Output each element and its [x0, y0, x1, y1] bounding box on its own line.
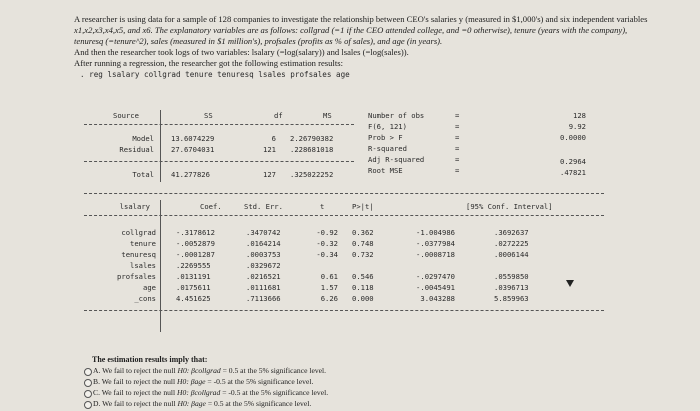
answer-option-b[interactable]: [84, 377, 504, 388]
coef-row-coef: -.0052879: [176, 239, 215, 248]
option-hypothesis: H0: βcollgrad: [177, 388, 221, 397]
option-pre: We fail to reject the null: [101, 377, 176, 386]
coef-row-t: -0.32: [316, 239, 338, 248]
anova-row-ms: .325022252: [290, 170, 334, 179]
stat-label: Prob > F: [368, 133, 403, 142]
anova-row-ms: 2.26790382: [290, 134, 334, 143]
coef-row-ci-high: 5.859963: [494, 294, 529, 303]
stat-equals: =: [455, 155, 460, 164]
stat-label: Number of obs: [368, 111, 425, 120]
question-line-4: And then the researcher took logs of two variables: lsalary (=log(salary)) and lsales (=log(sales)).: [74, 47, 409, 57]
stat-value: .47821: [560, 168, 586, 177]
option-hypothesis: H0: βage: [177, 399, 206, 408]
anova-header-df: df: [274, 111, 283, 120]
coef-row-var: lsales: [130, 261, 156, 270]
coef-row-t: 6.26: [320, 294, 338, 303]
stat-equals: =: [455, 144, 460, 153]
anova-row-ss: 41.277826: [171, 170, 210, 179]
coef-header-coef: Coef.: [200, 202, 222, 211]
stata-command: . reg lsalary collgrad tenure tenuresq lsales profsales age: [80, 70, 350, 79]
anova-row-ss: 13.6074229: [171, 134, 215, 143]
coef-header-depvar: lsalary: [119, 202, 150, 211]
coef-row-coef: 4.451625: [176, 294, 211, 303]
stat-value: 9.92: [568, 122, 586, 131]
stat-value: 0.2964: [560, 157, 586, 166]
coef-row-coef: .0131191: [176, 272, 211, 281]
coef-header-rule: [84, 215, 604, 216]
option-d-text: [93, 399, 311, 408]
anova-header-source: Source: [113, 111, 139, 120]
coef-row-p: 0.000: [352, 294, 374, 303]
coef-bottom-rule: [84, 310, 604, 311]
coef-row-coef: .0175611: [176, 283, 211, 292]
option-post: = -0.5 at the 5% significance level.: [222, 388, 329, 397]
coef-row-ci-high: .3692637: [494, 228, 529, 237]
stat-equals: =: [455, 166, 460, 175]
coef-row-t: 0.61: [320, 272, 338, 281]
anova-header-ms: MS: [323, 111, 332, 120]
coef-row-p: 0.546: [352, 272, 374, 281]
coef-row-ci-low: -1.004986: [416, 228, 455, 237]
stat-label: F(6, 121): [368, 122, 407, 131]
stat-equals: =: [455, 133, 460, 142]
coef-row-ci-high: .0396713: [494, 283, 529, 292]
coef-row-ci-high: .0272225: [494, 239, 529, 248]
coef-row-se: .0003753: [246, 250, 281, 259]
coef-row-se: .3470742: [246, 228, 281, 237]
anova-row-df: 6: [271, 134, 276, 143]
option-post: = 0.5 at the 5% significance level.: [207, 399, 312, 408]
anova-rule: [84, 161, 354, 162]
anova-row-df: 127: [263, 170, 276, 179]
stat-equals: =: [455, 111, 460, 120]
coef-header-p: P>|t|: [352, 202, 374, 211]
coef-row-t: -0.92: [316, 228, 338, 237]
answer-option-c[interactable]: [84, 388, 504, 399]
anova-row-source: Model: [132, 134, 154, 143]
coef-row-var: age: [143, 283, 156, 292]
stat-label: Root MSE: [368, 166, 403, 175]
radio-b[interactable]: [84, 379, 92, 387]
coef-header-t: t: [320, 202, 325, 211]
option-post: = 0.5 at the 5% significance level.: [222, 366, 326, 375]
anova-separator: [160, 110, 161, 182]
coef-separator: [160, 200, 161, 332]
coef-row-var: tenure: [130, 239, 156, 248]
anova-row-ms: .228681018: [290, 145, 334, 154]
coef-header-se: Std. Err.: [244, 202, 283, 211]
option-hypothesis: H0: βage: [177, 377, 206, 386]
coef-top-rule: [84, 193, 604, 194]
stat-value: 128: [573, 111, 586, 120]
coef-row-ci-high: .0006144: [494, 250, 529, 259]
question-line-2: x1,x2,x3,x4,x5, and x6. The explanatory variables are as follows: collgrad (=1 if the CEO attended college, and =0 otherwise), tenure (years with the company),: [74, 25, 628, 35]
anova-rule: [84, 124, 354, 125]
anova-row-source: Total: [132, 170, 154, 179]
coef-row-se: .0329672: [246, 261, 281, 270]
coef-header-ci: [95% Conf. Interval]: [466, 202, 553, 211]
coef-row-var: tenuresq: [121, 250, 156, 259]
anova-row-source: Residual: [119, 145, 154, 154]
coef-row-var: collgrad: [121, 228, 156, 237]
question-prompt: The estimation results imply that:: [92, 355, 208, 364]
coef-row-var: profsales: [117, 272, 156, 281]
option-letter: D.: [93, 399, 101, 408]
stat-label: Adj R-squared: [368, 155, 425, 164]
anova-row-ss: 27.6704031: [171, 145, 215, 154]
coef-row-ci-low: -.0297470: [416, 272, 455, 281]
radio-d[interactable]: [84, 401, 92, 409]
coef-row-coef: -.3178612: [176, 228, 215, 237]
coef-row-ci-low: -.0008718: [416, 250, 455, 259]
coef-row-p: 0.732: [352, 250, 374, 259]
coef-row-t: -0.34: [316, 250, 338, 259]
anova-header-ss: SS: [204, 111, 213, 120]
answer-option-a[interactable]: [84, 366, 504, 377]
coef-row-coef: -.0001287: [176, 250, 215, 259]
stat-value: 0.0000: [560, 133, 586, 142]
question-line-5: After running a regression, the researcher got the following estimation results:: [74, 58, 343, 68]
option-c-text: [93, 388, 328, 397]
coef-row-var: _cons: [134, 294, 156, 303]
coef-row-ci-high: .0559850: [494, 272, 529, 281]
coef-row-coef: .2269555: [176, 261, 211, 270]
coef-row-p: 0.118: [352, 283, 374, 292]
stat-equals: =: [455, 122, 460, 131]
option-letter: A.: [93, 366, 101, 375]
answer-option-d[interactable]: [84, 399, 504, 410]
option-hypothesis: H0: βcollgrad: [177, 366, 221, 375]
option-pre: We fail to reject the null: [102, 366, 176, 375]
option-pre: We fail to reject the null: [101, 388, 176, 397]
coef-row-se: .0111681: [246, 283, 281, 292]
coef-row-p: 0.362: [352, 228, 374, 237]
anova-row-df: 121: [263, 145, 276, 154]
option-pre: We fail to reject the null: [102, 399, 176, 408]
question-line-1: A researcher is using data for a sample of 128 companies to investigate the relationship between CEO's salaries y (measured in $1,000's) and six independent variables: [74, 14, 648, 24]
coef-row-ci-low: -.0045491: [416, 283, 455, 292]
coef-row-p: 0.748: [352, 239, 374, 248]
radio-c[interactable]: [84, 390, 92, 398]
coef-row-t: 1.57: [320, 283, 338, 292]
coef-row-se: .0216521: [246, 272, 281, 281]
option-post: = -0.5 at the 5% significance level.: [207, 377, 314, 386]
question-line-3: tenuresq (=tenure^2), sales (measured in $1 million's), profsales (profits as % of sales), and age (in years).: [74, 36, 443, 46]
coef-row-se: .7113666: [246, 294, 281, 303]
stat-label: R-squared: [368, 144, 407, 153]
coef-row-ci-low: -.0377984: [416, 239, 455, 248]
option-b-text: [93, 377, 313, 386]
option-letter: B.: [93, 377, 100, 386]
option-a-text: [93, 366, 326, 375]
mouse-cursor-icon: [566, 280, 574, 287]
radio-a[interactable]: [84, 368, 92, 376]
option-letter: C.: [93, 388, 100, 397]
coef-row-se: .0164214: [246, 239, 281, 248]
coef-row-ci-low: 3.043288: [420, 294, 455, 303]
